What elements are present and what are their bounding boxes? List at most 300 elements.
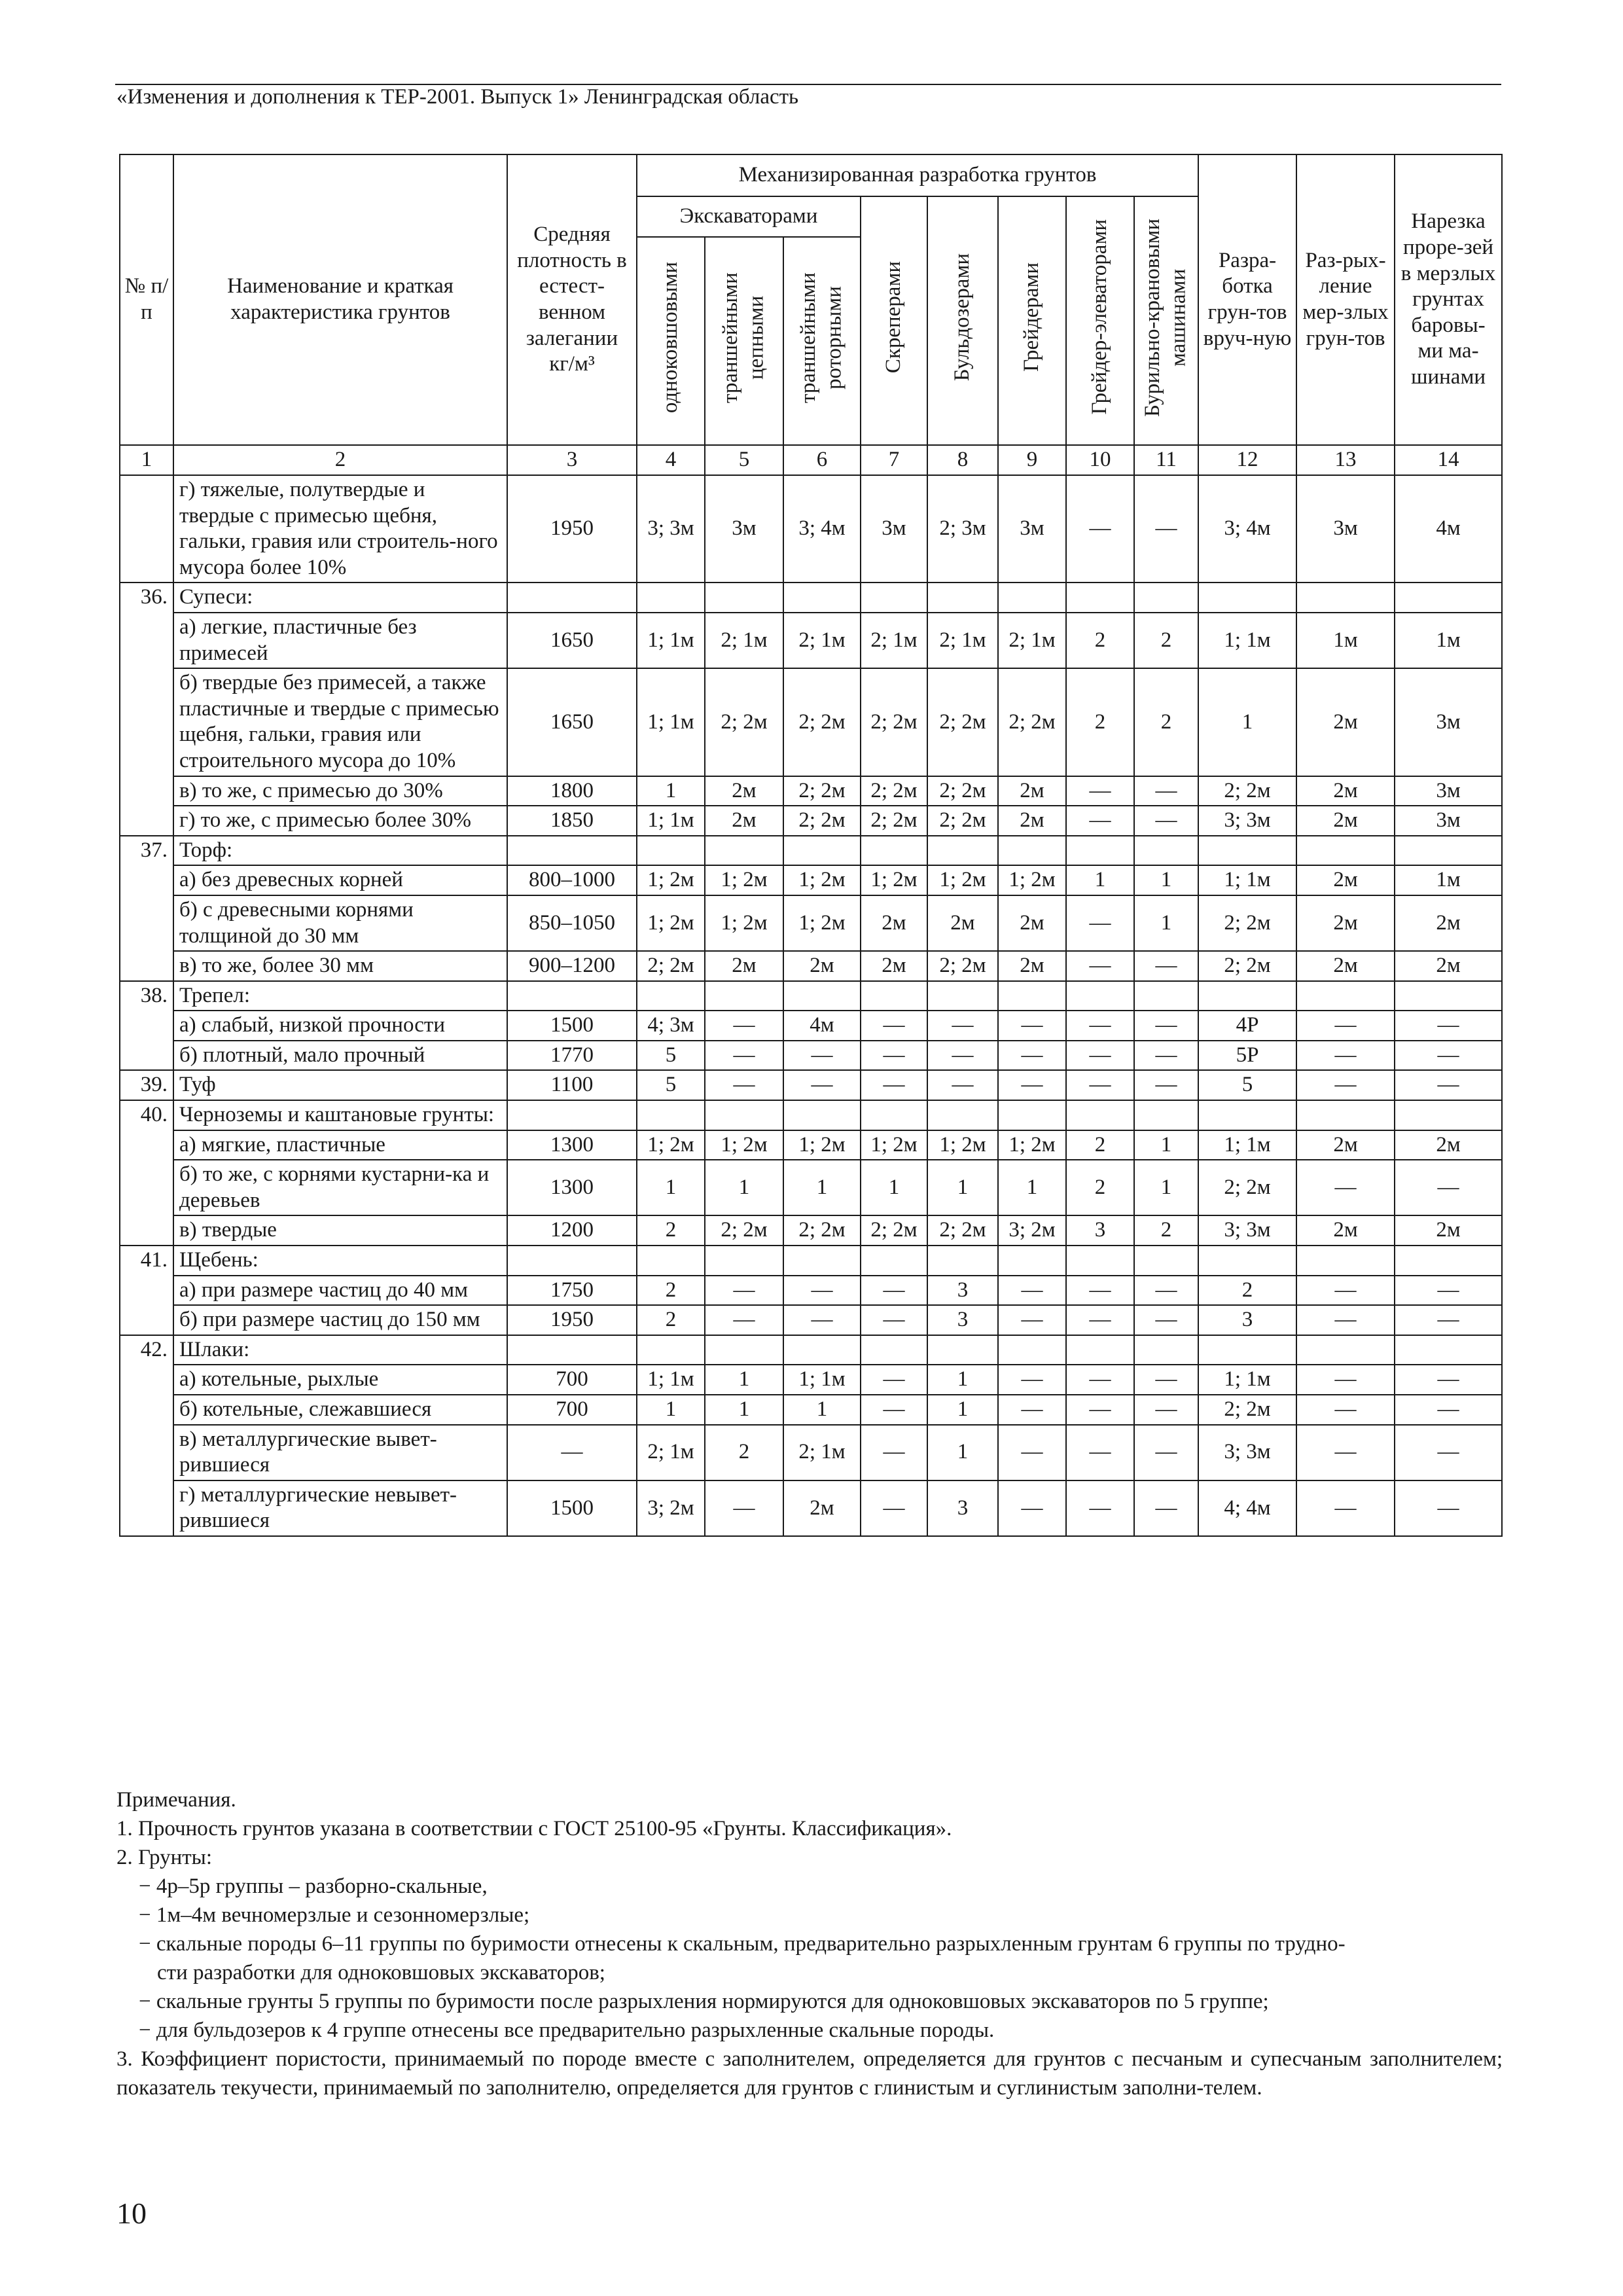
- table-cell: 2; 2м: [861, 668, 927, 776]
- table-cell: 1: [1198, 668, 1296, 776]
- table-cell: 2: [637, 1276, 705, 1306]
- table-cell: 1750: [507, 1276, 637, 1306]
- table-cell: 2м: [1395, 951, 1502, 981]
- table-cell: 2м: [1395, 895, 1502, 951]
- note-2-dash-4: − скальные грунты 5 группы по буримости после разрыхления нормируются для одноковшовых экскаваторов по 5 группе;: [139, 1990, 1269, 2013]
- table-cell: [637, 836, 705, 866]
- table-cell: 1; 2м: [927, 865, 998, 895]
- table-cell: 2м: [1296, 806, 1395, 836]
- table-cell: —: [1296, 1395, 1395, 1425]
- row-number: [120, 951, 173, 981]
- table-cell: [507, 836, 637, 866]
- table-cell: —: [705, 1480, 783, 1536]
- table-cell: [861, 1100, 927, 1130]
- table-cell: [927, 1100, 998, 1130]
- table-cell: —: [1395, 1276, 1502, 1306]
- table-cell: 4м: [783, 1011, 861, 1041]
- soil-name: г) тяжелые, полутвердые и твердые с примесью щебня, гальки, гравия или строитель-ного мусора более 10%: [173, 475, 507, 583]
- table-cell: 2; 2м: [783, 776, 861, 806]
- column-number: 10: [1066, 445, 1134, 475]
- table-cell: 1300: [507, 1130, 637, 1160]
- table-cell: —: [998, 1395, 1066, 1425]
- table-cell: 3м: [1395, 806, 1502, 836]
- table-cell: —: [1395, 1041, 1502, 1071]
- table-row: [120, 1160, 1502, 1215]
- table-cell: 3; 4м: [1198, 475, 1296, 583]
- table-row: [120, 1365, 1502, 1395]
- table-cell: —: [1395, 1160, 1502, 1215]
- table-cell: —: [1395, 1365, 1502, 1395]
- soil-name: а) легкие, пластичные без примесей: [173, 613, 507, 668]
- table-cell: 2м: [1395, 1130, 1502, 1160]
- table-cell: 2; 1м: [927, 613, 998, 668]
- table-cell: 2; 1м: [861, 613, 927, 668]
- table-cell: 1: [927, 1425, 998, 1480]
- table-cell: 1; 2м: [783, 865, 861, 895]
- table-cell: —: [705, 1276, 783, 1306]
- table-cell: 2; 1м: [783, 1425, 861, 1480]
- note-2-dash-3-cont: сти разработки для одноковшовых экскаваторов;: [157, 1961, 605, 1984]
- row-number: 39.: [120, 1070, 173, 1100]
- table-cell: 2: [1066, 1130, 1134, 1160]
- table-cell: 2м: [927, 895, 998, 951]
- table-cell: [927, 1335, 998, 1365]
- table-cell: 1: [1066, 865, 1134, 895]
- table-cell: 1; 2м: [637, 895, 705, 951]
- row-number: [120, 806, 173, 836]
- col-header-mechanized: Механизированная разработка грунтов: [637, 154, 1198, 196]
- soil-name: в) то же, более 30 мм: [173, 951, 507, 981]
- table-cell: 3; 2м: [998, 1215, 1066, 1246]
- table-cell: [705, 1100, 783, 1130]
- table-row: [120, 776, 1502, 806]
- table-cell: 3м: [1395, 668, 1502, 776]
- table-cell: 1: [1134, 895, 1198, 951]
- table-cell: 2; 2м: [1198, 951, 1296, 981]
- table-cell: 1300: [507, 1160, 637, 1215]
- table-cell: —: [1066, 1011, 1134, 1041]
- table-cell: 4; 3м: [637, 1011, 705, 1041]
- table-cell: 900–1200: [507, 951, 637, 981]
- col-header-cutting: Нарезка проре-зей в мерзлых грунтах баровы-ми ма-шинами: [1395, 154, 1502, 445]
- table-cell: 5Р: [1198, 1041, 1296, 1071]
- col-header-scrapers: Скреперами: [861, 196, 927, 445]
- table-cell: [861, 836, 927, 866]
- table-cell: [783, 836, 861, 866]
- table-cell: —: [927, 1070, 998, 1100]
- table-cell: 2; 2м: [1198, 895, 1296, 951]
- row-number: [120, 1041, 173, 1071]
- note-3: 3. Коэффициент пористости, принимаемый по породе вместе с заполнителем, определяется для грунтов с песчаным и супесчаным заполнителем; показатель текучести, принимаемый по заполнителю, определяется для грунтов с глинистым и суглинистым заполни-телем.: [116, 2047, 1503, 2100]
- table-cell: —: [1134, 1480, 1198, 1536]
- table-cell: —: [1395, 1395, 1502, 1425]
- table-cell: 2м: [705, 951, 783, 981]
- table-row: [120, 1215, 1502, 1246]
- row-number: 38.: [120, 981, 173, 1011]
- table-cell: 2м: [783, 1480, 861, 1536]
- table-cell: [637, 583, 705, 613]
- table-cell: —: [1296, 1041, 1395, 1071]
- table-cell: —: [998, 1480, 1066, 1536]
- table-cell: [998, 583, 1066, 613]
- table-cell: 1650: [507, 668, 637, 776]
- table-cell: [927, 1246, 998, 1276]
- column-numbers-row: [120, 445, 1502, 475]
- table-cell: 1: [705, 1395, 783, 1425]
- page-number: 10: [116, 2197, 147, 2230]
- table-cell: [927, 981, 998, 1011]
- table-cell: 1200: [507, 1215, 637, 1246]
- table-cell: 1: [1134, 1160, 1198, 1215]
- table-cell: —: [998, 1041, 1066, 1071]
- col-header-trench-rotor: траншейными роторными: [783, 237, 861, 445]
- col-header-graders: Грейдерами: [998, 196, 1066, 445]
- table-cell: [998, 1246, 1066, 1276]
- table-cell: 1; 1м: [637, 668, 705, 776]
- row-number: 42.: [120, 1335, 173, 1365]
- table-cell: 2: [637, 1215, 705, 1246]
- col-header-drilling-cranes: Бурильно-крановыми машинами: [1134, 196, 1198, 445]
- table-cell: 1; 1м: [1198, 1365, 1296, 1395]
- soil-name: Черноземы и каштановые грунты:: [173, 1100, 507, 1130]
- table-cell: —: [1066, 475, 1134, 583]
- table-cell: —: [1296, 1276, 1395, 1306]
- table-cell: [507, 981, 637, 1011]
- soil-name: б) то же, с корнями кустарни-ка и деревьев: [173, 1160, 507, 1215]
- table-cell: —: [861, 1070, 927, 1100]
- note-2-dash-1: − 4р–5р группы – разборно-скальные,: [139, 1874, 488, 1898]
- table-cell: 1950: [507, 475, 637, 583]
- table-cell: 2; 1м: [637, 1425, 705, 1480]
- table-row: [120, 1011, 1502, 1041]
- table-cell: 700: [507, 1365, 637, 1395]
- table-row: [120, 1246, 1502, 1276]
- table-cell: 1: [927, 1160, 998, 1215]
- table-cell: 1: [1134, 1130, 1198, 1160]
- table-cell: [1395, 1246, 1502, 1276]
- table-cell: [1198, 1335, 1296, 1365]
- row-number: [120, 475, 173, 583]
- table-cell: 3м: [861, 475, 927, 583]
- table-cell: —: [1134, 1425, 1198, 1480]
- table-cell: [1198, 836, 1296, 866]
- row-number: [120, 613, 173, 668]
- table-cell: 1; 2м: [861, 865, 927, 895]
- table-cell: 1: [637, 776, 705, 806]
- row-number: [120, 865, 173, 895]
- table-cell: 2: [1134, 668, 1198, 776]
- table-cell: [1296, 836, 1395, 866]
- table-cell: —: [861, 1011, 927, 1041]
- table-cell: —: [1134, 1365, 1198, 1395]
- row-number: [120, 1425, 173, 1480]
- table-cell: 1770: [507, 1041, 637, 1071]
- table-cell: 2; 2м: [1198, 776, 1296, 806]
- table-cell: 1; 2м: [637, 1130, 705, 1160]
- table-cell: —: [1296, 1011, 1395, 1041]
- table-cell: [637, 1335, 705, 1365]
- table-cell: —: [1395, 1070, 1502, 1100]
- row-number: [120, 1276, 173, 1306]
- table-cell: 1: [637, 1160, 705, 1215]
- table-cell: 3: [927, 1480, 998, 1536]
- table-cell: 1: [861, 1160, 927, 1215]
- table-cell: 1: [637, 1395, 705, 1425]
- table-cell: —: [1296, 1365, 1395, 1395]
- table-cell: 1800: [507, 776, 637, 806]
- table-cell: [507, 1246, 637, 1276]
- table-cell: [1066, 1335, 1134, 1365]
- table-cell: [998, 1100, 1066, 1130]
- table-cell: —: [1296, 1305, 1395, 1335]
- table-cell: —: [998, 1305, 1066, 1335]
- table-cell: 1м: [1395, 865, 1502, 895]
- table-cell: —: [927, 1011, 998, 1041]
- row-number: 41.: [120, 1246, 173, 1276]
- row-number: 37.: [120, 836, 173, 866]
- table-cell: —: [1134, 1011, 1198, 1041]
- table-cell: 3м: [705, 475, 783, 583]
- row-number: [120, 668, 173, 776]
- table-cell: 1; 2м: [637, 865, 705, 895]
- table-cell: 1; 2м: [861, 1130, 927, 1160]
- table-cell: [1296, 981, 1395, 1011]
- row-number: [120, 1215, 173, 1246]
- table-cell: —: [1134, 1041, 1198, 1071]
- table-row: [120, 865, 1502, 895]
- table-cell: —: [1134, 475, 1198, 583]
- table-cell: —: [1134, 1276, 1198, 1306]
- column-number: 3: [507, 445, 637, 475]
- table-cell: [783, 1335, 861, 1365]
- table-cell: 3; 2м: [637, 1480, 705, 1536]
- table-head: [120, 154, 1502, 475]
- table-cell: —: [1134, 776, 1198, 806]
- soil-name: а) при размере частиц до 40 мм: [173, 1276, 507, 1306]
- table-cell: —: [998, 1011, 1066, 1041]
- table-cell: [637, 1246, 705, 1276]
- soil-name: а) мягкие, пластичные: [173, 1130, 507, 1160]
- table-cell: 1; 1м: [1198, 1130, 1296, 1160]
- col-header-grader-elevators: Грейдер-элеваторами: [1066, 196, 1134, 445]
- row-number: [120, 776, 173, 806]
- table-cell: —: [1066, 1276, 1134, 1306]
- table-cell: —: [1066, 1425, 1134, 1480]
- soil-name: в) металлургические вывет-рившиеся: [173, 1425, 507, 1480]
- table-cell: 4Р: [1198, 1011, 1296, 1041]
- col-header-density: Средняя плотность в естест-венном залегании кг/м³: [507, 154, 637, 445]
- table-row: [120, 1070, 1502, 1100]
- col-header-no: № п/п: [120, 154, 173, 445]
- table-cell: 1; 1м: [1198, 865, 1296, 895]
- table-cell: 2; 2м: [927, 951, 998, 981]
- table-cell: 2; 2м: [927, 806, 998, 836]
- table-cell: 850–1050: [507, 895, 637, 951]
- table-cell: —: [1066, 806, 1134, 836]
- table-cell: [1296, 1246, 1395, 1276]
- table-cell: 1; 2м: [705, 865, 783, 895]
- table-cell: —: [1395, 1425, 1502, 1480]
- table-row: [120, 583, 1502, 613]
- table-cell: 1м: [1395, 613, 1502, 668]
- table-cell: —: [861, 1365, 927, 1395]
- table-cell: 3; 3м: [637, 475, 705, 583]
- table-cell: —: [705, 1305, 783, 1335]
- table-row: [120, 981, 1502, 1011]
- table-cell: —: [1066, 1480, 1134, 1536]
- table-cell: 2м: [861, 895, 927, 951]
- column-number: 9: [998, 445, 1066, 475]
- table-cell: —: [861, 1395, 927, 1425]
- table-cell: —: [1134, 806, 1198, 836]
- table-cell: 1; 2м: [998, 1130, 1066, 1160]
- table-cell: 1; 1м: [637, 1365, 705, 1395]
- table-cell: 2м: [1296, 865, 1395, 895]
- soil-name: Шлаки:: [173, 1335, 507, 1365]
- table-cell: [927, 583, 998, 613]
- table-cell: [783, 1100, 861, 1130]
- table-row: [120, 1276, 1502, 1306]
- table-cell: 1950: [507, 1305, 637, 1335]
- table-cell: 2; 2м: [783, 668, 861, 776]
- table-cell: 2; 2м: [705, 1215, 783, 1246]
- table-cell: —: [705, 1070, 783, 1100]
- table-cell: —: [1066, 1395, 1134, 1425]
- table-cell: 1; 1м: [1198, 613, 1296, 668]
- soil-name: в) твердые: [173, 1215, 507, 1246]
- table-cell: 1500: [507, 1480, 637, 1536]
- table-cell: 2м: [1296, 951, 1395, 981]
- soil-classification-table: [119, 154, 1503, 1537]
- table-cell: [861, 1246, 927, 1276]
- table-cell: —: [1134, 1395, 1198, 1425]
- table-cell: [507, 1335, 637, 1365]
- soil-name: б) котельные, слежавшиеся: [173, 1395, 507, 1425]
- table-cell: —: [783, 1070, 861, 1100]
- table-cell: 1: [705, 1365, 783, 1395]
- row-number: [120, 1305, 173, 1335]
- table-cell: [1395, 836, 1502, 866]
- table-cell: 2: [1134, 613, 1198, 668]
- soil-name: г) то же, с примесью более 30%: [173, 806, 507, 836]
- row-number: [120, 895, 173, 951]
- column-number: 8: [927, 445, 998, 475]
- table-cell: 1100: [507, 1070, 637, 1100]
- col-header-trench-chain: траншейными цепными: [705, 237, 783, 445]
- table-cell: 3: [1198, 1305, 1296, 1335]
- table-cell: [1134, 981, 1198, 1011]
- table-cell: [783, 583, 861, 613]
- table-cell: [705, 836, 783, 866]
- table-cell: —: [1066, 951, 1134, 981]
- table-cell: —: [998, 1070, 1066, 1100]
- row-number: [120, 1395, 173, 1425]
- column-number: 2: [173, 445, 507, 475]
- table-cell: 2м: [1296, 1215, 1395, 1246]
- table-body: [120, 475, 1502, 1536]
- table-cell: [1066, 1100, 1134, 1130]
- table-cell: 1; 1м: [637, 613, 705, 668]
- table-row: [120, 806, 1502, 836]
- table-cell: 3; 4м: [783, 475, 861, 583]
- table-cell: —: [861, 1041, 927, 1071]
- table-cell: 3: [1066, 1215, 1134, 1246]
- table-cell: 700: [507, 1395, 637, 1425]
- table-row: [120, 951, 1502, 981]
- table-row: [120, 1130, 1502, 1160]
- table-cell: 4; 4м: [1198, 1480, 1296, 1536]
- table-cell: 2; 2м: [637, 951, 705, 981]
- table-cell: [1198, 583, 1296, 613]
- soil-name: Супеси:: [173, 583, 507, 613]
- column-number: 14: [1395, 445, 1502, 475]
- row-number: [120, 1160, 173, 1215]
- col-header-excavators: Экскаваторами: [637, 196, 861, 237]
- table-cell: 2: [1066, 668, 1134, 776]
- table-cell: 2; 2м: [927, 1215, 998, 1246]
- table-cell: [1134, 1100, 1198, 1130]
- row-number: 40.: [120, 1100, 173, 1130]
- table-cell: —: [861, 1276, 927, 1306]
- table-cell: [998, 1335, 1066, 1365]
- table-cell: 1; 1м: [637, 806, 705, 836]
- table-cell: 2; 1м: [783, 613, 861, 668]
- table-cell: 2; 2м: [705, 668, 783, 776]
- table-cell: 1500: [507, 1011, 637, 1041]
- table-cell: [637, 981, 705, 1011]
- table-cell: 1; 2м: [705, 895, 783, 951]
- table-cell: 1: [783, 1395, 861, 1425]
- table-cell: —: [705, 1011, 783, 1041]
- table-cell: 1м: [1296, 613, 1395, 668]
- table-cell: 2: [1066, 613, 1134, 668]
- table-row: [120, 475, 1502, 583]
- table-cell: 1; 2м: [705, 1130, 783, 1160]
- table-cell: —: [927, 1041, 998, 1071]
- table-cell: 3; 3м: [1198, 806, 1296, 836]
- table-cell: [783, 1246, 861, 1276]
- table-cell: —: [1066, 1070, 1134, 1100]
- table-cell: [783, 981, 861, 1011]
- table-cell: 2м: [998, 776, 1066, 806]
- table-cell: 2; 2м: [927, 776, 998, 806]
- table-cell: —: [1066, 1365, 1134, 1395]
- table-cell: 800–1000: [507, 865, 637, 895]
- soil-name: а) котельные, рыхлые: [173, 1365, 507, 1395]
- table-cell: [1134, 836, 1198, 866]
- soil-name: б) с древесными корнями толщиной до 30 мм: [173, 895, 507, 951]
- table-cell: 2: [1066, 1160, 1134, 1215]
- table-cell: 3: [927, 1276, 998, 1306]
- col-header-name: Наименование и краткая характеристика грунтов: [173, 154, 507, 445]
- table-cell: 2м: [1296, 668, 1395, 776]
- table-cell: —: [507, 1425, 637, 1480]
- soil-name: в) то же, с примесью до 30%: [173, 776, 507, 806]
- table-cell: [861, 1335, 927, 1365]
- table-cell: [507, 1100, 637, 1130]
- table-cell: 5: [1198, 1070, 1296, 1100]
- table-cell: —: [998, 1365, 1066, 1395]
- table-row: [120, 1305, 1502, 1335]
- table-cell: [705, 1246, 783, 1276]
- table-cell: —: [1066, 776, 1134, 806]
- table-cell: 1; 2м: [783, 895, 861, 951]
- table-row: [120, 895, 1502, 951]
- table-cell: —: [783, 1276, 861, 1306]
- table-cell: 2; 2м: [861, 806, 927, 836]
- table-cell: 2м: [998, 806, 1066, 836]
- table-cell: —: [705, 1041, 783, 1071]
